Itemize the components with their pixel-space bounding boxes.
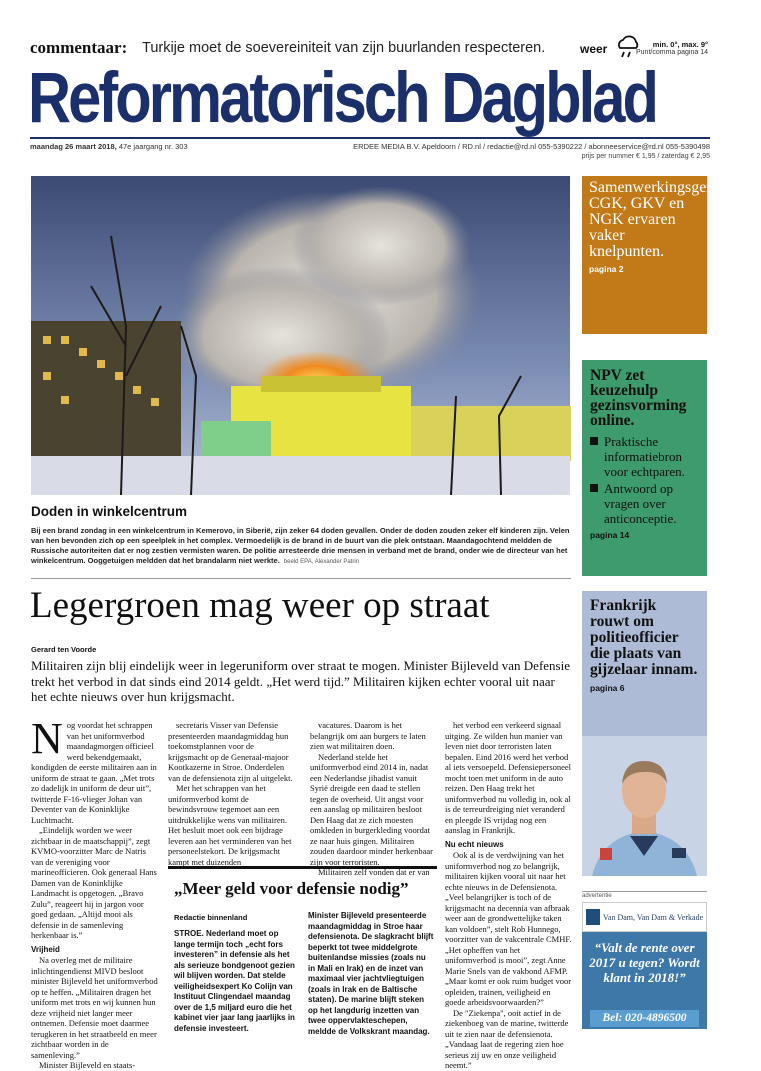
officer-portrait xyxy=(582,736,707,876)
article-column-2 xyxy=(168,720,296,867)
photo-caption xyxy=(31,526,571,567)
commentary-teaser[interactable]: Turkije moet de soevereiniteit van zijn buurlanden respecteren. xyxy=(142,40,546,56)
article-paragraph: Nederland stelde het uniformverbod eind 2014 in, nadat een Nederlandse jihadist vanuit Syrië dreigde een daad te stellen tegen de overheid. Uit angst voor een aanslag op militairen besloot Den Haag dat ze zich moesten omkleden in burgerkleding voordat ze naar huis gingen. Militairen zouden daardoor minder herkenbaar zijn voor terroristen. xyxy=(310,751,433,867)
edition-number: 47e jaargang nr. 303 xyxy=(118,142,188,151)
teaser-text: Samenwerkingsgemeenten CGK, GKV en NGK ervaren vaker knelpunten. xyxy=(589,179,761,260)
weather-temperature: min. 0°, max. 9° xyxy=(652,40,708,49)
teaser-heading: NPV zet keuzehulp gezinsvorming online. xyxy=(590,367,687,429)
subheading: Nu echt nieuws xyxy=(445,839,504,849)
photo-caption-text: Bij een brand zondag in een winkelcentrum in Kemerovo, in Siberië, zijn zeker 64 doden gevallen. Onder de doden zouden zeker elf kinderen zijn. Velen van hen bevonden zich op een speelplek in het complex. Vermoedelijk is de brand in de buurt van die plek ontstaan. Maandagochtend meldden de Russische autoriteiten dat er nog zestien vermisten waren. De politie arresteerde drie mensen in verband met de brand, onder wie de directeur van het winkelcentrum. Ooggetuigen meldden dat het brandalarm niet werkte. xyxy=(31,526,570,565)
ad-divider xyxy=(582,891,707,892)
article-column-1 xyxy=(31,714,159,1071)
teaser-box-green[interactable] xyxy=(582,360,707,576)
related-article-column-2: Minister Bijleveld presenteerde maandagmiddag in Stroe haar defensienota. De slagkracht blijft beperkt tot twee middelgrote buitenlandse missies (zoals nu in Mali en Irak) en de inzet van maximaal vier jachtvliegtuigen (zoals in Irak en de Baltische staten). De marine blijft steken op het langdurig inzetten van twee oppervlakteschepen, meldde de Volkskrant maandag. xyxy=(308,911,434,1036)
ad-header xyxy=(582,902,707,932)
publisher-contact: ERDEE MEDIA B.V. Apeldoorn / RD.nl / redactie@rd.nl 055-5390222 / abonneeservice@rd.nl 055-5390498 xyxy=(353,142,710,151)
price-info: prijs per nummer € 1,95 / zaterdag € 2,95 xyxy=(581,153,710,160)
article-author: Gerard ten Voorde xyxy=(31,645,97,654)
bullet-square-icon xyxy=(590,437,598,445)
list-item xyxy=(590,434,699,479)
list-item-text: Praktische informatiebron voor echtparen. xyxy=(604,434,685,479)
teaser-page-ref: pagina 14 xyxy=(590,530,630,540)
weather-page-ref: Punt/comma pagina 14 xyxy=(636,49,708,56)
teaser-box-orange[interactable] xyxy=(582,176,761,334)
teaser-page-ref: pagina 2 xyxy=(589,264,624,274)
related-article-box[interactable] xyxy=(168,866,437,1036)
article-column-3 xyxy=(310,720,436,878)
photo-caption-title: Doden in winkelcentrum xyxy=(31,504,188,519)
article-column-4 xyxy=(445,720,572,1071)
ad-firm-name: Van Dam, Van Dam & Verkade xyxy=(603,913,704,922)
article-paragraph: vacatures. Daarom is het belangrijk om aan burgers te laten zien wat militairen doen. xyxy=(310,720,426,751)
list-item-text: Antwoord op vragen over anticonceptie. xyxy=(604,481,677,526)
article-paragraph: Met het schrappen van het uniformverbod komt de bewindsvrouw tegemoet aan een uitdrukkelijke wens van militairen. Het besluit moet ook een bijdrage leveren aan het verminderen van het personeelstekort. De krijgsmacht kampt met duizenden xyxy=(168,783,292,867)
related-article-author: Redactie binnenland xyxy=(174,913,248,922)
newspaper-title: Reformatorisch Dagblad xyxy=(28,59,656,138)
teaser-box-blue[interactable] xyxy=(582,591,707,876)
article-paragraph xyxy=(31,714,159,825)
paragraph-text: og voordat het schrappen van het uniformverbod maandagmorgen officieel werd bekendgemaakt, kondigden de eerste militairen aan in uniform de straat te gaan. „Met trots zo dadelijk in uniform de deur uit”, twitterde F-16-vlieger Johan van Deventer van de Koninklijke Luchtmacht. xyxy=(31,720,157,825)
teaser-heading: Frankrijk rouwt om politieofficier die plaats van gijzelaar innam. xyxy=(590,597,698,678)
weather-label: weer xyxy=(580,42,608,56)
ad-slogan: “Valt de rente over 2017 u tegen? Wordt klant in 2018!” xyxy=(589,940,700,985)
related-article-title[interactable]: „Meer geld voor defensie nodig” xyxy=(174,879,409,898)
firm-logo-icon xyxy=(586,909,600,925)
article-paragraph: het verbod een verkeerd signaal uitging. Ze wilden hun manier van leven niet door terroristen laten bepalen. Eind 2016 werd het verbod al iets versoepeld. Defensiepersoneel mocht toen met uniform in de auto reizen. Den Haag trekt het uniformverbod nu volledig in, ook al is de terreurdreiging niet veranderd en pleegde IS vrijdag nog een aanslag in Frankrijk. xyxy=(445,720,572,835)
article-paragraph: „Eindelijk worden we weer zichtbaar in de maatschappij”, zegt KVMO-voorzitter Marc de Natris van de vereniging voor marineofficieren. Ook generaal Hans Damen van de Koninklijke Landmacht is opgetogen. „Bravo Zulu”, reageert hij in jargon voor goed gedaan. „Altijd mooi als defensie in de samenleving herkenbaar is.” xyxy=(31,825,157,940)
teaser-page-ref: pagina 6 xyxy=(590,683,625,693)
drop-cap: N xyxy=(31,714,63,763)
edition-date: maandag 26 maart 2018, xyxy=(30,142,117,151)
article-paragraph: De "Ziekenpa", ooit actief in de ziekenboeg van de marine, twitterde uit te zien naar de defensienota. „Vandaag laat de regering zien hoe serieus zij uw en onze veiligheid neemt.” xyxy=(445,1007,569,1070)
subheading: Vrijheid xyxy=(31,944,60,954)
article-intro: Militairen zijn blij eindelijk weer in legeruniform over straat te mogen. Minister Bijleveld van Defensie trekt het verbod in dat sinds eind 2014 geldt. „Het werd tijd.” Militairen kijken echter vooral uit naar het echte nieuws over hun krijgsmacht. xyxy=(31,658,570,704)
ad-label: advertentie xyxy=(582,893,612,899)
fire-scene-illustration xyxy=(31,176,570,495)
advertisement[interactable] xyxy=(582,902,707,1029)
edition-info xyxy=(30,142,188,151)
bullet-square-icon xyxy=(590,484,598,492)
list-item xyxy=(590,481,699,526)
article-paragraph: secretaris Visser van Defensie presenteerden maandagmiddag hun toekomstplannen voor de krijgsmacht op de Generaal-majoor Kootkazerne in Stroe. Onderdelen van de defensienota zijn al uitgelekt. xyxy=(168,720,293,783)
commentary-label: commentaar: xyxy=(30,38,128,57)
article-paragraph: Na overleg met de militaire inlichtingendienst MIVD besloot minister Bijleveld het uniformverbod op te heffen. „Militairen dragen het uniform met trots en wij kunnen hun deze vrijheid niet langer meer ontnemen. Defensie moet daarmee terugkeren in het straatbeeld en meer zichtbaar worden in de samenleving.” xyxy=(31,955,158,1060)
related-article-column-1: STROE. Nederland moet op lange termijn toch „echt fors investeren” in defensie als het als serieuze bondgenoot gezien wil blijven worden. Dat stelde veiligheidsexpert Ko Colijn van Instituut Clingendael maandag over de 1,5 miljard euro die het kabinet vier jaar lang jaarlijks in defensie investeert. xyxy=(174,929,295,1033)
article-paragraph: Ook al is de verdwijning van het uniformverbod nog zo belangrijk, militairen kijken vooral uit naar het echte nieuws in de Defensienota. „Veel belangrijker is toch of de krijgsmacht na decennia van afbraak weer aan de grondwettelijke taken kan voldoen”, stelt Rob Hunnego, voorzitter van de vakcentrale CMHF. „Het opheffen van het uniformverbod is mooi”, zegt Anne Marie Snels van de vakbond AFMP. „Maar komt er ook ruim budget voor opleiden, trainen, veiligheid en goede arbeidsvoorwaarden?” xyxy=(445,850,572,1007)
masthead-rule xyxy=(30,137,710,139)
article-paragraph: Militairen zelf vonden dat er van xyxy=(318,867,430,877)
article-paragraph: Minister Bijleveld en staats- xyxy=(39,1060,136,1070)
ad-phone-button[interactable]: Bel: 020-4896500 xyxy=(590,1010,699,1027)
section-divider xyxy=(31,578,571,579)
teaser-bullet-list xyxy=(590,434,699,526)
rain-cloud-icon xyxy=(614,34,642,60)
article-headline[interactable]: Legergroen mag weer op straat xyxy=(30,585,490,626)
main-photo[interactable] xyxy=(31,176,570,495)
photo-credit: beeld EPA, Alexander Patrin xyxy=(283,559,360,565)
